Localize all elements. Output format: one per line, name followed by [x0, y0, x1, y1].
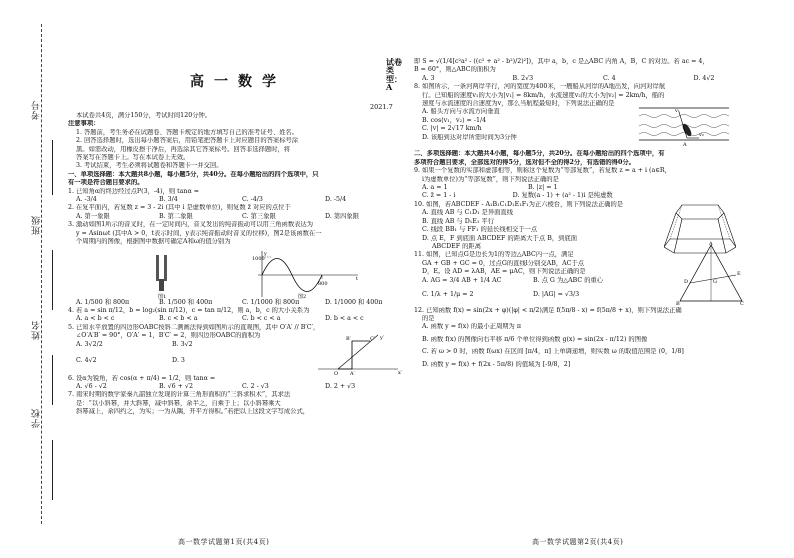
- option: D. 2 + √3: [325, 382, 356, 390]
- question-3: 3. 激动如图1所示的音叉时，在一定时间内，音叉发出的纯音振动可以用三角函数表达为: [68, 221, 314, 229]
- question-7: 7. 南宋时期的数学家秦九韶独立发现的计算三角形面积的“三斜求积术”，其求法: [68, 391, 291, 399]
- question-9: 9. 如果一个复数的实部和虚部相等，则称这个复数为“等部复数”，若复数 z = a + i (a∈R，: [414, 167, 671, 175]
- question-8-cont: 行。已知船的速度v₁的大小为|v₁| = 8km/h，水流速度v₂的大小为|v₂| = 2km/h，船的: [422, 91, 665, 99]
- question-5-cont: ∠O′A′B′ = 90°，O′A′ = 1，B′C′ = 2，则四边形OABC的面积为: [76, 332, 261, 340]
- exam-number-label: 考号: [32, 100, 42, 120]
- school-label: 学校: [32, 408, 42, 428]
- class-blank: [52, 250, 53, 310]
- question-11-options-row2: [414, 291, 644, 299]
- fig-label-A-river: A: [683, 142, 687, 147]
- option: C. |v| = 2√17 km/h: [422, 125, 482, 133]
- option: A. a < b < c: [76, 315, 115, 323]
- question-6-options: [68, 383, 408, 391]
- fig-label-D-tri: D: [684, 278, 689, 285]
- option: D. 复数(a - 1) + (a² - 1)i 是纯虚数: [512, 192, 613, 200]
- fig-label-1000: 1000: [252, 255, 265, 262]
- fig-label-v1: v₁: [675, 108, 680, 115]
- oblique-drawing-figure: [308, 333, 408, 377]
- option: A. 3√2/2: [76, 340, 103, 348]
- option: D. 第四象限: [325, 212, 360, 220]
- question-3-cont: y = Asinωt (其中A > 0，t表示时间，y表示纯音振动时音叉的位移)，图2是该函数在一: [76, 229, 322, 237]
- question-12: 12. 已知函数 f(x) = sin(2x + φ)(|φ| < π/2)满足 f(5π/8 - x) = f(5π/8 + x)，则下列说法正确: [414, 306, 682, 314]
- option: A. 第一象限: [76, 212, 110, 220]
- exam-info: 本试卷共4页，满分150分，考试时间120分钟。: [76, 112, 212, 119]
- exam-number-blank: [52, 140, 53, 195]
- option: B. |z| = 1: [528, 184, 558, 192]
- question-2-options: [68, 213, 408, 221]
- question-2: 2. 在复平面内，若复数 z = 3 - 2i (其中 i 是虚数单位)，则复数 z̄ 对应的点位于: [68, 204, 291, 212]
- option: B. 2√3: [512, 74, 534, 82]
- name-label: 姓名: [32, 320, 42, 340]
- question-8-cont2: 速度与水流速度的合速度为v，那么当航程最短时，下列说法正确的是: [422, 100, 615, 108]
- left-footer: 高一数学试题第1页(共4页): [178, 538, 270, 546]
- question-10: 10. 如图，若ABCDEF - A₁B₁C₁D₁E₁F₁为正六棱台，则下列说法正确的是: [414, 200, 624, 208]
- option: D. 该船到达对岸所需时间为3分钟: [422, 133, 517, 141]
- option: B. 直线 AB 与 D₁E₁ 平行: [422, 217, 494, 225]
- notice-2-cont2: 答案写在答题卡上。写在本试卷上无效。: [76, 154, 190, 162]
- class-label: 班级: [32, 215, 42, 235]
- fork-prong-left: [156, 255, 159, 281]
- name-blank: [52, 355, 53, 405]
- notice-2: 2. 回答选择题时，选出每小题答案后，用铅笔把答题卡上对应题目的答案标号涂: [76, 137, 299, 145]
- option: D. 1/1000 和 400π: [325, 298, 383, 306]
- frustum-edge: [664, 213, 676, 247]
- school-blank: [52, 440, 53, 500]
- fig-label-B-tri: B: [676, 300, 680, 307]
- fork-stem: [159, 279, 164, 291]
- question-7-cont2: 斜幂减上，余四约之，为实；一为从隅，开平方得积。”若把以上这段文字写成公式，: [76, 408, 310, 416]
- option: B. 点 G 为△ABC 的重心: [533, 276, 604, 284]
- option: B. cos⟨v₁，v₂⟩ = -1/4: [422, 116, 487, 124]
- water-wave: [639, 115, 729, 118]
- tuning-fork-and-sine-figure: [148, 249, 368, 299]
- left-text-block: [68, 112, 408, 417]
- option: C. -4/3: [242, 196, 263, 204]
- option: B. c < b < a: [159, 315, 198, 323]
- fig-label-O: O: [334, 370, 339, 377]
- option: A. -3/4: [76, 196, 97, 204]
- fig-label-800: 800: [318, 280, 328, 287]
- option: C. 1/λ + 1/μ = 2: [422, 290, 474, 298]
- option: A. 3: [422, 74, 435, 82]
- triangle-centroid-figure: [676, 241, 746, 307]
- option: B. 第二象限: [159, 212, 193, 220]
- option: A. 直线 AB 与 C₁D₁ 是异面直线: [422, 209, 514, 217]
- fig-label-v2: v₂: [699, 132, 704, 139]
- notice-1: 1. 答题前，考生务必在试题卷、答题卡规定的地方填写自己的准考证号、姓名。: [76, 128, 299, 136]
- figure-1-caption: 图1: [158, 293, 167, 299]
- figure-2-caption: 图2: [298, 293, 307, 299]
- fig-label-C-tri: C: [740, 300, 744, 307]
- option: D. 函数 y = f(x) + f(2x - 5π/8) 的值域为 [-9/8，2]: [422, 360, 571, 368]
- option: D. 3: [172, 356, 185, 364]
- notice-3: 3. 考试结束，考生必须将试题卷和答题卡一并交回。: [76, 162, 223, 170]
- frustum-hidden-edge: [718, 205, 730, 239]
- option: A. AG = 3/4 AB + 1/4 AC: [422, 276, 502, 284]
- page-title: 高一数学: [190, 74, 286, 90]
- question-8: 8. 如图所示，一条河两岸平行，河的宽度为400米，一艘船从河岸的A地出发，向河对岸航: [414, 83, 666, 91]
- option: B. 3/4: [159, 196, 178, 204]
- question-4-options: [68, 315, 408, 323]
- fig-label-G-tri: G: [713, 278, 717, 285]
- option: A. 函数 y = f(x) 的最小正周期为 π: [422, 323, 521, 331]
- option: A. √6 - √2: [76, 382, 107, 390]
- option: C. 第三象限: [242, 212, 276, 220]
- option: C. 2 - √3: [242, 382, 269, 390]
- option: C. 4√2: [76, 356, 97, 364]
- section-1-heading: 一、单项选择题：本大题共8小题，每小题5分，共40分。在每小题给出的四个选项中，只: [68, 170, 319, 178]
- right-column: [414, 0, 784, 558]
- frustum-top-face: [676, 205, 724, 219]
- right-footer: 高一数学试题第2页(共4页): [532, 538, 624, 546]
- notice-2-cont: 黑。如需改动，用橡皮擦干净后，再选涂其它答案标号。回答非选择题时，将: [76, 145, 291, 153]
- question-11: 11. 如图，已知点G是边长为1的等边△ABC内一点，满足: [414, 251, 574, 259]
- question-7-formula-cont: B = 60°，则△ABC的面积为: [414, 66, 496, 74]
- option: D. -5/4: [325, 196, 347, 204]
- question-6: 6. 设α为锐角，若 cos(α + π/4) = 1/2，则 tanα =: [68, 374, 216, 382]
- option: C. 1/1000 和 800π: [242, 298, 300, 306]
- exam-date: 2021.7: [370, 103, 393, 111]
- option: C. z̄ = 1 - i: [422, 192, 456, 200]
- question-4: 4. 若 a = sin π/12，b = log₂(sin π/12)，c = tan π/12，则 a，b，c 的大小关系为: [68, 306, 310, 314]
- option: C. b < c < a: [242, 315, 281, 323]
- question-7-cont: 是：“以小斜幂，并大斜幂，减中斜幂，余半之，自乘于上；以小斜幂乘大: [76, 399, 281, 407]
- fig-label-A-tri: A: [709, 240, 713, 247]
- binding-margin: [0, 0, 62, 558]
- fig-label-A: A′: [350, 370, 355, 377]
- option: A. 1/500 和 800π: [76, 298, 130, 306]
- fig-label-B: B′: [346, 335, 351, 342]
- option: C. 若 ω > 0 时，函数 f(ωx) 在区间 [π/4，π] 上单调递增，则实数 ω 的取值范围是 (0，1/8]: [422, 348, 684, 356]
- question-11-cont: GA + GB + GC = 0，过点G的直线l分别交AB，AC于点: [422, 259, 585, 267]
- option: D. 4√2: [693, 74, 715, 82]
- question-5: 5. 已知水平放置的四边形OABC按斜二测画法得到如图所示的直观图，其中 O′A′ // B′C′，: [68, 323, 320, 331]
- option: D. b < a < c: [325, 315, 364, 323]
- option-cont: ABCDEF 的距离: [432, 242, 482, 250]
- option: B. 函数 f(x) 的图像向右平移 π/6 个单位得到函数 g(x) = sin(2x - π/12) 的图像: [422, 335, 648, 343]
- right-text-block: [414, 58, 784, 369]
- fig-label-x: x′: [398, 369, 402, 376]
- fig-label-C: C′: [370, 335, 375, 342]
- option: B. 3√2: [172, 340, 193, 348]
- question-3-cont2: 个周期内的图像，根据图中数据可确定A和ω的值分别为: [76, 238, 231, 246]
- question-1-options: [68, 196, 408, 204]
- left-column: [68, 0, 408, 558]
- question-1: 1. 已知角α的终边经过点P(3，-4)，则 tanα =: [68, 187, 199, 195]
- option: A. 船头方向与水流方向垂直: [422, 108, 500, 116]
- question-3-figures: [68, 247, 408, 299]
- question-9-cont: i为虚数单位)为“等部复数”，则下列说法正确的是: [422, 175, 559, 183]
- fig-label-t: t: [356, 275, 359, 282]
- notice-heading: 注意事项：: [68, 120, 100, 128]
- question-11-cont2: D，E。设 AD = λAB，AE = μAC，则下列说法正确的是: [422, 268, 586, 276]
- option: D. 点 E，F 到底面 ABCDEF 的距离大于点 B，到底面: [422, 234, 578, 242]
- option: A. a = 1: [422, 184, 448, 192]
- fork-prong-right: [164, 255, 167, 281]
- question-5-options-row2: [68, 357, 268, 365]
- question-5-options-row1: [68, 341, 268, 349]
- question-11-options-row1: [414, 277, 644, 285]
- binding-dashed-line: [41, 24, 42, 524]
- option: B. √6 + √2: [159, 382, 193, 390]
- question-8-options-area: [414, 108, 784, 150]
- section-2-heading-cont: 多项符合题目要求，全部选对的得5分，选对但不全的得2分，有选错的得0分。: [414, 158, 635, 166]
- fig-label-y-prime: y′: [380, 334, 384, 341]
- question-7-formula: 即 S = √(1/4[c²a² - ((c² + a² - b²)/2)²])，其中 a，b，c 是△ABC 内角 A，B，C 的对边。若 ac = 4，: [414, 58, 709, 65]
- paper-type: 试卷类型：A: [386, 57, 402, 93]
- frustum-hidden-edge: [670, 205, 682, 239]
- option: B. 1/500 和 400π: [159, 298, 213, 306]
- question-3-options: [68, 299, 408, 307]
- option: D. |AG| = √3/3: [533, 290, 580, 298]
- fig-label-E-tri: E: [737, 270, 741, 277]
- option: C. 线段 BB₁ 与 FF₁ 的延长线相交于一点: [422, 226, 538, 234]
- option: C. 4: [603, 74, 616, 82]
- fig-label-y: y: [264, 250, 267, 257]
- question-7-options: [414, 75, 784, 83]
- section-1-heading-cont: 有一项是符合题目要求的。: [68, 179, 144, 187]
- river-figure: [639, 102, 729, 146]
- section-2-heading: 二、多项选择题：本大题共4小题，每小题5分，共20分。在每小题给出的四个选项中，有: [414, 150, 665, 158]
- question-12-cont: 的是: [422, 314, 435, 322]
